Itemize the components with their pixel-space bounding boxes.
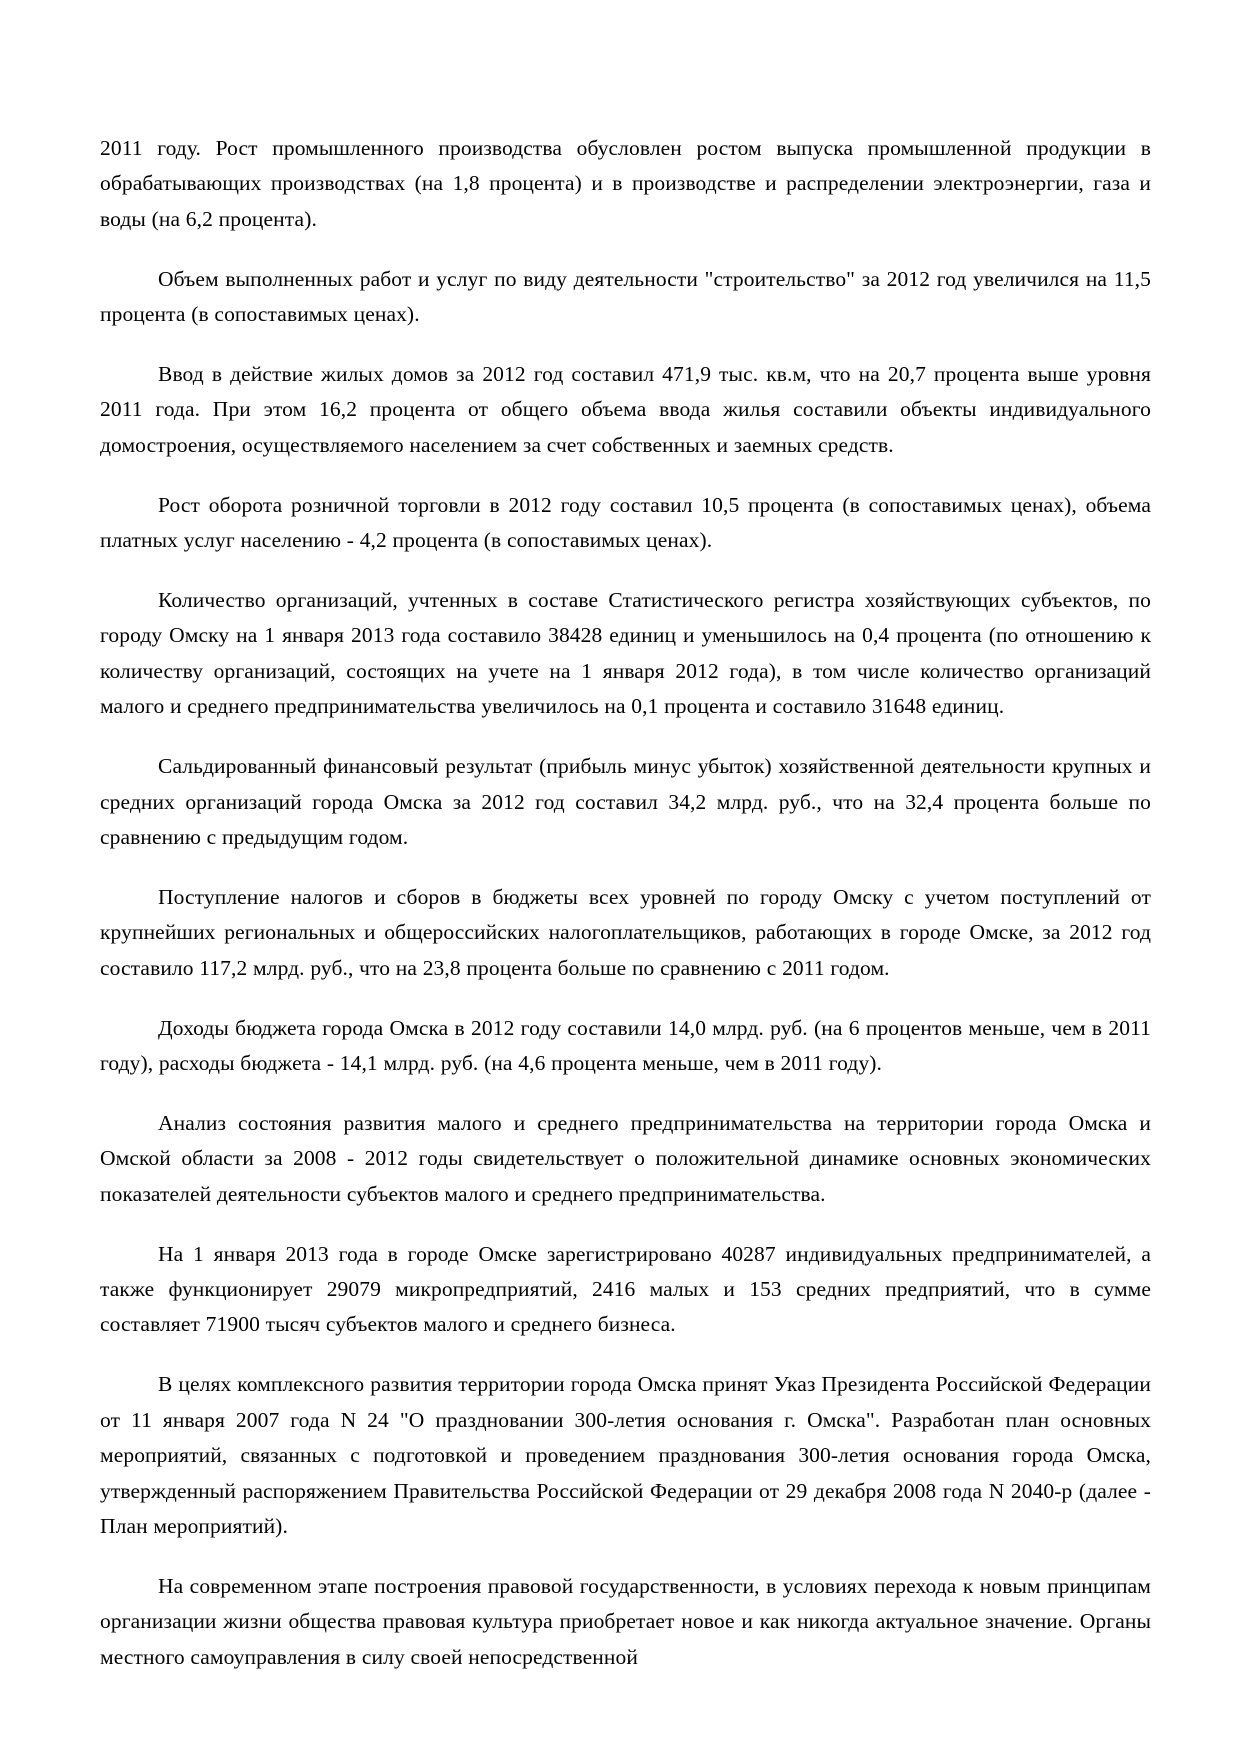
paragraph-taxes: Поступление налогов и сборов в бюджеты всех уровней по городу Омску с учетом поступлений от крупнейших региональных и общероссийских налогоплательщиков, работающих в городе Омске, за 2012 год составило 117,2 млрд. руб., что на 23,8 процента больше по сравнению с 2011 годом. [100, 884, 1151, 980]
paragraph-organizations-count: Количество организаций, учтенных в составе Статистического регистра хозяйствующих субъектов, по городу Омску на 1 января 2013 года составило 38428 единиц и уменьшилось на 0,4 процента (по отношению к количеству организаций, состоящих на учете на 1 января 2012 года), в том числе количество организаций малого и среднего предпринимательства увеличилось на 0,1 процента и составило 31648 единиц. [100, 588, 1151, 719]
paragraph-housing: Ввод в действие жилых домов за 2012 год составил 471,9 тыс. кв.м, что на 20,7 процента выше уровня 2011 года. При этом 16,2 процента от общего объема ввода жилья составили объекты индивидуального домостроения, осуществляемого населением за счет собственных и заемных средств. [100, 362, 1151, 457]
paragraph-financial-result: Сальдированный финансовый результат (прибыль минус убыток) хозяйственной деятельности крупных и средних организаций города Омска за 2012 год составил 34,2 млрд. руб., что на 32,4 процента больше по сравнению с предыдущим годом. [100, 754, 1151, 849]
paragraph-entrepreneurs-count: На 1 января 2013 года в городе Омске зарегистрировано 40287 индивидуальных предпринимателей, а также функционирует 29079 микропредприятий, 2416 малых и 153 средних предприятий, что в сумме составляет 71900 тысяч субъектов малого и среднего бизнеса. [100, 1241, 1151, 1337]
paragraph-industrial-production: 2011 году. Рост промышленного производства обусловлен ростом выпуска промышленной продукции в обрабатывающих производствах (на 1,8 процента) и в производстве и распределении электроэнергии, газа и воды (на 6,2 процента). [100, 136, 1151, 231]
paragraph-construction: Объем выполненных работ и услуг по виду деятельности "строительство" за 2012 год увеличился на 11,5 процента (в сопоставимых ценах). [100, 266, 1151, 327]
paragraph-legal-culture: На современном этапе построения правовой государственности, в условиях перехода к новым принципам организации жизни общества правовая культура приобретает новое и как никогда актуальное значение. Органы местного самоуправления в силу своей непосредственной [100, 1573, 1151, 1669]
paragraph-sme-analysis: Анализ состояния развития малого и среднего предпринимательства на территории города Омска и Омской области за 2008 - 2012 годы свидетельствует о положительной динамике основных экономических показателей деятельности субъектов малого и среднего предпринимательства. [100, 1110, 1151, 1206]
paragraph-retail-trade: Рост оборота розничной торговли в 2012 году составил 10,5 процента (в сопоставимых ценах), объема платных услуг населению - 4,2 процента (в сопоставимых ценах). [100, 492, 1151, 553]
paragraph-city-budget: Доходы бюджета города Омска в 2012 году составили 14,0 млрд. руб. (на 6 процентов меньше, чем в 2011 году), расходы бюджета - 14,1 млрд. руб. (на 4,6 процента меньше, чем в 2011 году). [100, 1015, 1151, 1076]
paragraph-presidential-decree: В целях комплексного развития территории города Омска принят Указ Президента Российской Федерации от 11 января 2007 года N 24 "О праздновании 300-летия основания г. Омска". Разработан план основных мероприятий, связанных с подготовкой и проведением празднования 300-летия основания города Омска, утвержденный распоряжением Правительства Российской Федерации от 29 декабря 2008 года N 2040-р (далее - План мероприятий). [100, 1372, 1151, 1538]
document-body [100, 131, 1151, 1675]
